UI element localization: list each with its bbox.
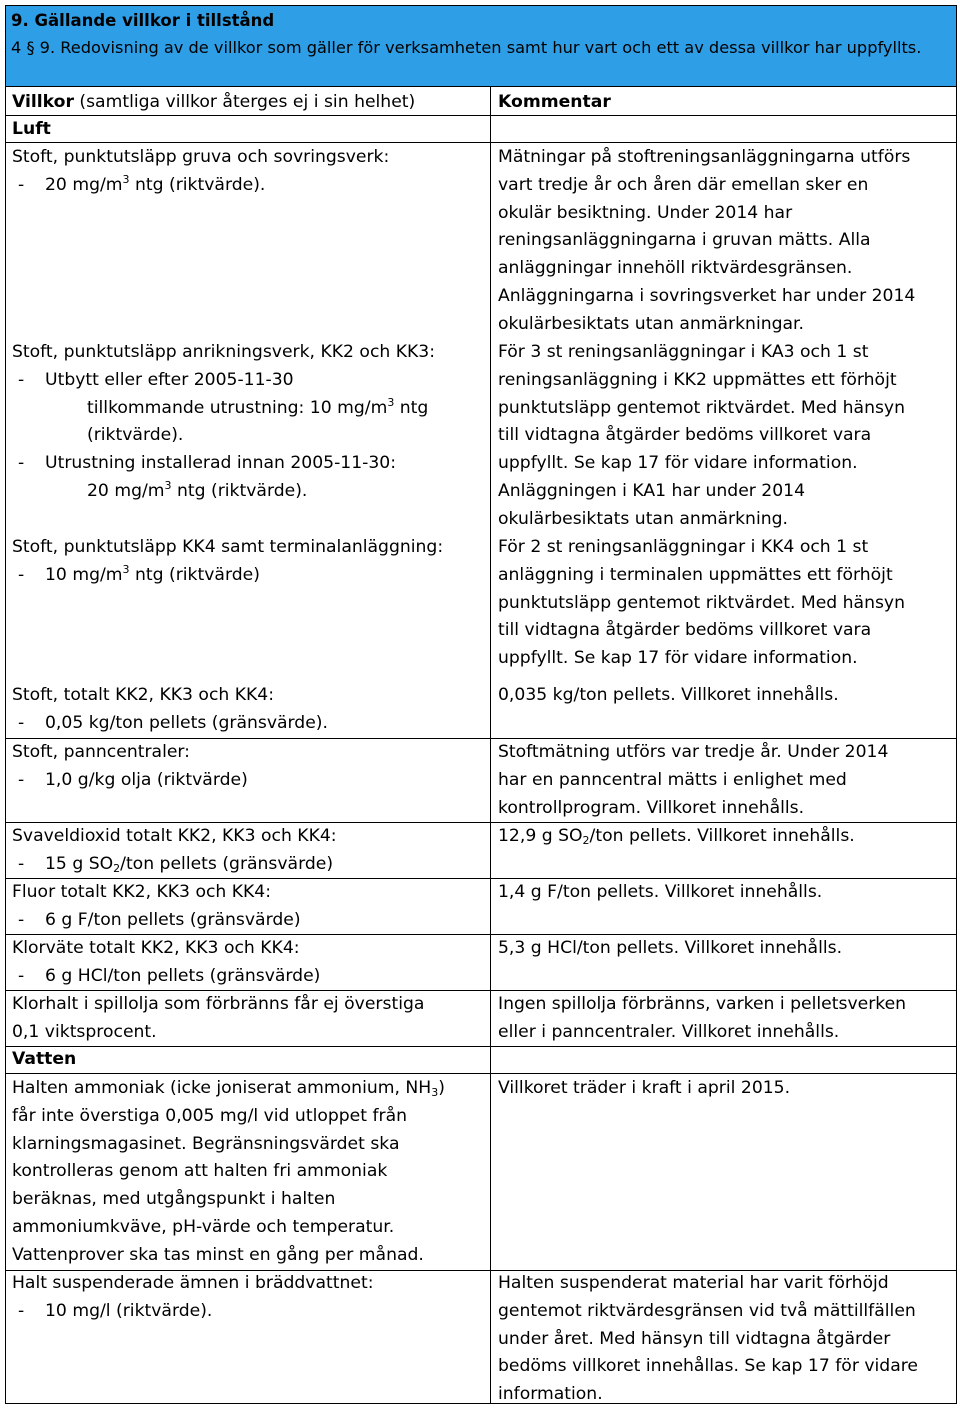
comment-stoft-gruva: Mätningar på stoftreningsanläggningarna utförs vart tredje år och åren där emellan sker en okulär besiktning. Under 2014 har reningsanläggningarna i gruvan mätts. Alla anläggningar innehöll riktvärdesgränsen. Anläggningarna i sovringsverket har under 2014 okulärbesiktats utan anmärkningar.: [498, 147, 916, 334]
comment-klorhalt: Ingen spillolja förbränns, varken i pelletsverken eller i panncentraler. Villkoret innehålls.: [498, 994, 907, 1042]
condition-suspenderade: [12, 1270, 484, 1326]
villkor-note: (samtliga villkor återges ej i sin helhet): [73, 92, 416, 112]
comment-suspenderade: Halten suspenderat material har varit förhöjd gentemot riktvärdesgränsen vid två mättillfällen under året. Med hänsyn till vidtagna åtgärder bedöms villkoret innehållas. Se kap 17 för vidare information.: [498, 1273, 919, 1405]
comment-stoft-panncentraler: Stoftmätning utförs var tredje år. Under 2014 har en panncentral mätts i enlighet med kontrollprogram. Villkoret innehålls.: [498, 742, 889, 818]
condition-title: Fluor totalt KK2, KK3 och KK4:: [12, 882, 272, 902]
column-divider: [490, 87, 491, 1403]
comment-svaveldioxid: 12,9 g $SO_2$/ton pellets. Villkoret innehålls.: [498, 826, 855, 847]
condition-svaveldioxid: [12, 823, 484, 879]
condition-title: Stoft, punktutsläpp anrikningsverk, KK2 och KK3:: [12, 342, 436, 362]
condition-stoft-gruva: [12, 144, 484, 200]
condition-limit: - 1,0 g/kg olja (riktvärde): [12, 767, 484, 795]
conditions-document: [5, 5, 957, 1404]
condition-klorvate: [12, 935, 484, 991]
condition-fluor: [12, 879, 484, 935]
condition-stoft-kk4: [12, 534, 484, 590]
condition-title: Stoft, punktutsläpp KK4 samt terminalanläggning:: [12, 537, 444, 557]
comment-stoft-totalt: 0,035 kg/ton pellets. Villkoret innehålls.: [498, 685, 839, 705]
condition-limit: - Utrustning installerad innan 2005-11-30:: [12, 450, 484, 478]
section-title: 9. Gällande villkor i tillstånd: [11, 11, 275, 30]
comment-stoft-kk4: För 2 st reningsanläggningar i KK4 och 1 st anläggning i terminalen uppmättes ett förhöjt punktutsläpp gentemot riktvärdet. Med hänsyn till vidtagna åtgärder bedöms villkoret vara uppfyllt. Se kap 17 för vidare information.: [498, 537, 905, 669]
condition-limit: - Utbytt eller efter 2005-11-30: [12, 367, 484, 395]
comment-stoft-anrikningsverk: För 3 st reningsanläggningar i KA3 och 1 st reningsanläggning i KK2 uppmättes ett förhöjt punktutsläpp gentemot riktvärdet. Med hänsyn till vidtagna åtgärder bedöms villkoret vara uppfyllt. Se kap 17 för vidare information. Anläggningen i KA1 har under 2014 okulärbesiktats utan anmärkning.: [498, 342, 905, 529]
section-luft: Luft: [12, 119, 51, 139]
comment-klorvate: 5,3 g HCl/ton pellets. Villkoret innehålls.: [498, 938, 843, 958]
condition-title: Stoft, punktutsläpp gruva och sovringsverk:: [12, 147, 390, 167]
villkor-label: Villkor: [12, 92, 74, 112]
section-subtitle: 4 § 9. Redovisning av de villkor som gäller för verksamheten samt hur vart och ett av dessa villkor har uppfyllts.: [11, 38, 922, 57]
condition-stoft-totalt: [12, 682, 484, 738]
condition-stoft-panncentraler: [12, 739, 484, 795]
section-header: [6, 6, 956, 87]
condition-limit: - 6 g HCl/ton pellets (gränsvärde): [12, 963, 484, 991]
condition-ammoniak: Halten ammoniak (icke joniserat ammonium, $NH_3$) får inte överstiga 0,005 mg/l vid utloppet från klarningsmagasinet. Begränsningsvärdet ska kontrolleras genom att halten fri ammoniak beräknas, med utgångspunkt i halten ammoniumkväve, pH-värde och temperatur. Vattenprover ska tas minst en gång per månad.: [12, 1078, 445, 1265]
condition-klorhalt: Klorhalt i spillolja som förbränns får ej överstiga 0,1 viktsprocent.: [12, 994, 425, 1042]
section-vatten: Vatten: [12, 1049, 77, 1069]
condition-title: Svaveldioxid totalt KK2, KK3 och KK4:: [12, 826, 337, 846]
villkor-header: [12, 89, 484, 117]
condition-limit: - 6 g F/ton pellets (gränsvärde): [12, 907, 484, 935]
condition-limit: - 10 mg/l (riktvärde).: [12, 1298, 484, 1326]
condition-title: Stoft, panncentraler:: [12, 742, 190, 762]
condition-limit: - 10 $mg/m^3$ ntg (riktvärde): [12, 562, 484, 590]
comment-fluor: 1,4 g F/ton pellets. Villkoret innehålls.: [498, 882, 823, 902]
comment-ammoniak: Villkoret träder i kraft i april 2015.: [498, 1078, 791, 1098]
condition-stoft-anrikningsverk: Stoft, punktutsläpp anrikningsverk, KK2 och KK3: - Utbytt eller efter 2005-11-30 tillkommande utrustning: 10 $mg/m^3$ ntg (riktvärde). - Utrustning installerad innan 2005-11-30: 20 $mg/m^3$ ntg (riktvärde).: [12, 339, 484, 506]
condition-title: Klorväte totalt KK2, KK3 och KK4:: [12, 938, 300, 958]
condition-title: Halt suspenderade ämnen i bräddvattnet:: [12, 1273, 374, 1293]
condition-limit: - 15 g $SO_2$/ton pellets (gränsvärde): [12, 851, 484, 879]
kommentar-header: Kommentar: [498, 92, 611, 112]
condition-limit: - 0,05 kg/ton pellets (gränsvärde).: [12, 710, 484, 738]
condition-limit: - 20 $mg/m^3$ ntg (riktvärde).: [12, 172, 484, 200]
condition-title: Stoft, totalt KK2, KK3 och KK4:: [12, 685, 275, 705]
